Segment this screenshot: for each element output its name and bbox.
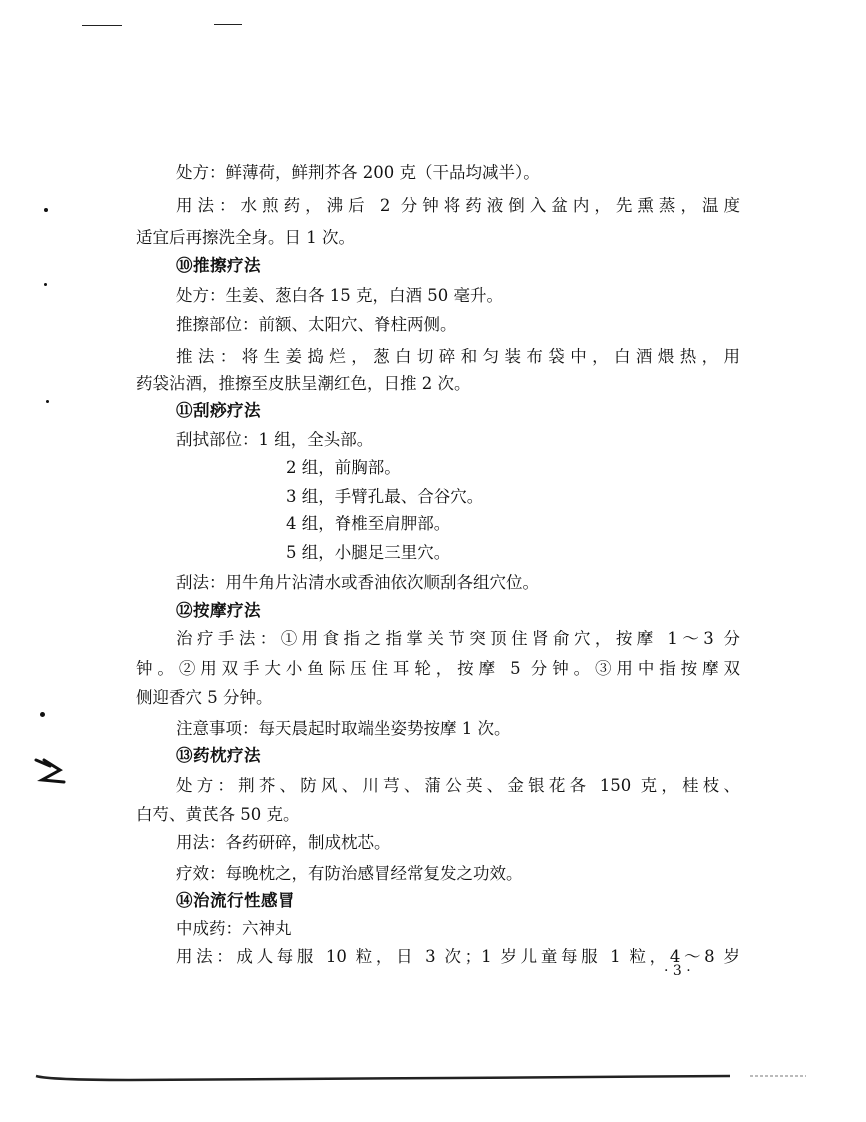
text-line: 处方：荆芥、防风、川芎、蒲公英、金银花各 150 克，桂枝、 xyxy=(176,776,740,795)
text-line: 处方：鲜薄荷，鲜荆芥各 200 克（干品均减半）。 xyxy=(176,163,540,182)
text-line: 白芍、黄芪各 50 克。 xyxy=(136,805,300,824)
text-line: 适宜后再擦洗全身。日 1 次。 xyxy=(136,228,355,247)
text-line: 钟。②用双手大小鱼际压住耳轮，按摩 5 分钟。③用中指按摩双 xyxy=(136,659,740,678)
scan-bottom-edge xyxy=(30,1068,810,1084)
text-line: 处方：生姜、葱白各 15 克，白酒 50 毫升。 xyxy=(176,286,503,305)
scan-speck xyxy=(44,208,48,212)
text-line: 药袋沾酒，推擦至皮肤呈潮红色，日推 2 次。 xyxy=(136,374,471,393)
scan-mark-left xyxy=(30,752,74,792)
text-line: 4 组，脊椎至肩胛部。 xyxy=(286,514,451,533)
text-line: 推法：将生姜捣烂，葱白切碎和匀装布袋中，白酒煨热，用 xyxy=(176,347,740,366)
text-line: 用法：成人每服 10 粒，日 3 次；1 岁儿童每服 1 粒，4～8 岁 xyxy=(176,947,740,966)
section-heading: ⑭治流行性感冒 xyxy=(176,891,295,910)
section-heading: ⑬药枕疗法 xyxy=(176,746,261,765)
scan-speck xyxy=(44,283,47,286)
section-heading: ⑩推擦疗法 xyxy=(176,256,261,275)
text-line: 治疗手法：①用食指之指掌关节突顶住肾俞穴，按摩 1～3 分 xyxy=(176,629,740,648)
text-line: 疗效：每晚枕之，有防治感冒经常复发之功效。 xyxy=(176,864,523,883)
text-line: 注意事项：每天晨起时取端坐姿势按摩 1 次。 xyxy=(176,719,511,738)
text-line: 5 组，小腿足三里穴。 xyxy=(286,543,451,562)
scan-speck xyxy=(46,400,49,403)
text-line: 2 组，前胸部。 xyxy=(286,458,401,477)
text-line: 刮拭部位：1 组，全头部。 xyxy=(176,430,374,449)
text-line: 中成药：六神丸 xyxy=(176,919,292,938)
text-line: 刮法：用牛角片沾清水或香油依次顺刮各组穴位。 xyxy=(176,573,539,592)
scan-artifact-top-mid xyxy=(214,24,242,25)
text-line: 用法：各药研碎，制成枕芯。 xyxy=(176,833,391,852)
scan-artifact-top-left xyxy=(82,25,122,26)
text-line: 推擦部位：前额、太阳穴、脊柱两侧。 xyxy=(176,315,457,334)
scan-speck xyxy=(40,712,45,717)
text-line: 用法：水煎药，沸后 2 分钟将药液倒入盆内，先熏蒸，温度 xyxy=(176,196,740,215)
text-line: 3 组，手臂孔最、合谷穴。 xyxy=(286,487,484,506)
section-heading: ⑫按摩疗法 xyxy=(176,601,261,620)
section-heading: ⑪刮痧疗法 xyxy=(176,401,261,420)
text-line: 侧迎香穴 5 分钟。 xyxy=(136,688,273,707)
page-number: · 3 · xyxy=(664,963,691,979)
